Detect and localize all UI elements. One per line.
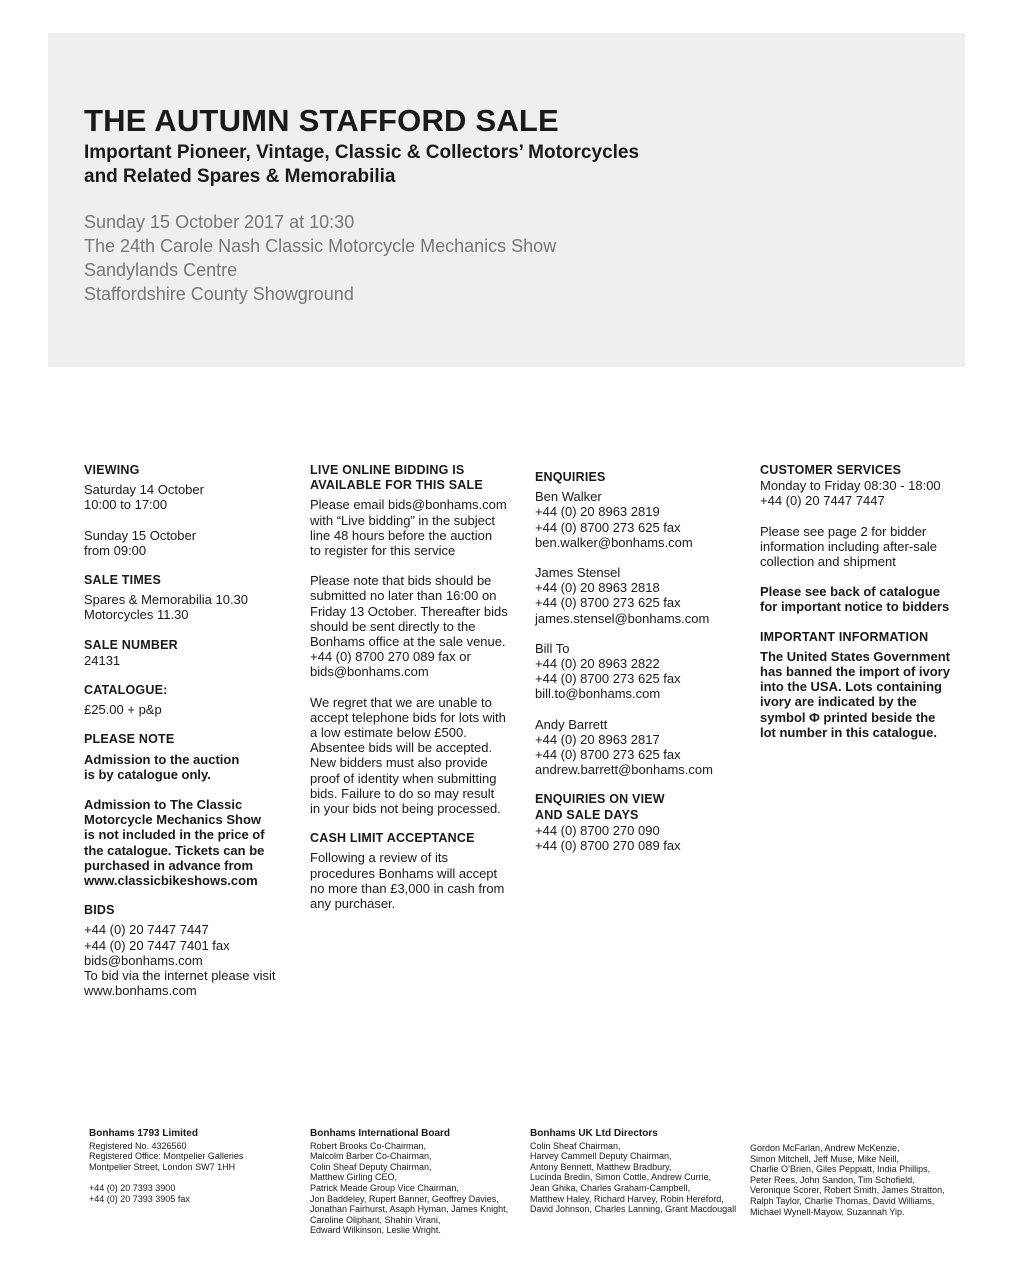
classicbikeshows-link[interactable]: www.classicbikeshows.com [84, 873, 258, 889]
viewing-line: Sunday 15 October [84, 527, 197, 543]
contact-name: Bill To [535, 640, 570, 656]
important-info-heading: IMPORTANT INFORMATION [760, 629, 929, 644]
footer-line: Peter Rees, John Sandon, Tim Schofield, [750, 1174, 915, 1185]
customer-services-heading: CUSTOMER SERVICES [760, 463, 902, 477]
footer-line: Malcolm Barber Co-Chairman, [310, 1151, 432, 1162]
cash-text-line: Following a review of its [310, 850, 448, 866]
catalogue-heading: CATALOGUE: [84, 683, 168, 698]
ivory-notice-line: has banned the import of ivory [760, 664, 950, 680]
footer-line: Gordon McFarlan, Andrew McKenzie, [750, 1143, 900, 1153]
footer-line: Robert Brooks Co-Chairman, [310, 1140, 427, 1151]
column-viewing [84, 463, 294, 998]
sale-time-line: Motorcycles 11.30 [84, 607, 189, 623]
contact-email-link[interactable]: james.stensel@bonhams.com [535, 610, 710, 626]
footer-line: Registered No. 4326560 [89, 1140, 187, 1151]
subtitle-line: and Related Spares & Memorabilia [84, 166, 396, 187]
sale-location: Staffordshire County Showground [84, 284, 354, 304]
live-text-line: New bidders must also provide [310, 755, 488, 771]
footer-line: Edward Wilkinson, Leslie Wright. [310, 1225, 441, 1236]
footer-line: Matthew Haley, Richard Harvey, Robin Hereford, [530, 1193, 724, 1204]
live-text-line: to register for this service [310, 543, 456, 559]
viewing-line: Saturday 14 October [84, 482, 204, 498]
note-line: is not included in the price of [84, 827, 265, 843]
footer-line: Jonathan Fairhurst, Asaph Hyman, James Knight, [310, 1204, 509, 1215]
sale-venue: Sandylands Centre [84, 260, 238, 280]
footer-line: David Johnson, Charles Lanning, Grant Macdougall [530, 1204, 737, 1215]
back-notice-line: for important notice to bidders [760, 599, 950, 615]
footer-line: Simon Mitchell, Jeff Muse, Mike Neill, [750, 1153, 899, 1164]
footer-line: Michael Wynell-Mayow, Suzannah Yip. [750, 1206, 905, 1217]
bids-internet-note: To bid via the internet please visit [84, 968, 276, 984]
sale-date: Sunday 15 October 2017 at 10:30 [84, 212, 355, 232]
contact-email-link[interactable]: andrew.barrett@bonhams.com [535, 762, 713, 778]
bids-phone: +44 (0) 20 7447 7447 [84, 922, 209, 938]
sale-subtitle [84, 141, 639, 189]
live-text-line: proof of identity when submitting [310, 770, 497, 786]
please-note-heading: PLEASE NOTE [84, 732, 175, 747]
footer-heading: Bonhams 1793 Limited [89, 1128, 198, 1139]
ivory-notice-line: lot number in this catalogue. [760, 724, 937, 740]
live-text-line: with “Live bidding” in the subject [310, 512, 495, 528]
footer-line: Charlie O’Brien, Giles Peppiatt, India Phillips, [750, 1164, 931, 1175]
footer-line: Registered Office: Montpelier Galleries [89, 1151, 244, 1162]
ivory-notice-line: symbol Φ printed beside the [760, 709, 936, 725]
cs-hours: Monday to Friday 08:30 - 18:00 [760, 478, 941, 494]
sale-times-heading: SALE TIMES [84, 573, 162, 588]
contact-email-link[interactable]: ben.walker@bonhams.com [535, 534, 693, 550]
contact-phone: +44 (0) 20 8963 2822 [535, 656, 660, 672]
contact-phone: +44 (0) 20 8963 2819 [535, 504, 660, 520]
header-panel [48, 33, 965, 367]
note-line: is by catalogue only. [84, 766, 211, 782]
sale-number-heading: SALE NUMBER [84, 637, 178, 652]
viewing-line: 10:00 to 17:00 [84, 497, 168, 513]
bonhams-website-link[interactable]: www.bonhams.com [84, 983, 197, 999]
contact-fax: +44 (0) 8700 273 625 fax [535, 519, 681, 535]
sale-details [84, 210, 556, 306]
column-customer-services [760, 463, 970, 740]
footer-line: Patrick Meade Group Vice Chairman, [310, 1182, 459, 1193]
footer-line: Colin Sheaf Chairman, [530, 1140, 621, 1151]
live-bidding-heading: AVAILABLE FOR THIS SALE [310, 478, 483, 493]
footer-heading: Bonhams UK Ltd Directors [530, 1128, 658, 1139]
footer-uk-directors [530, 1129, 745, 1215]
column-enquiries [535, 470, 745, 853]
live-text-line: bids. Failure to do so may result [310, 785, 495, 801]
catalogue-price: £25.00 + p&p [84, 702, 162, 718]
sale-event: The 24th Carole Nash Classic Motorcycle Mechanics Show [84, 236, 557, 256]
sale-time-line: Spares & Memorabilia 10.30 [84, 592, 249, 608]
note-line: Admission to The Classic [84, 797, 243, 813]
live-text-line: in your bids not being processed. [310, 801, 501, 817]
footer-company [89, 1129, 304, 1204]
footer-uk-directors-cont [750, 1143, 965, 1217]
bids-fax: +44 (0) 20 7447 7401 fax [84, 937, 230, 953]
footer-line: Antony Bennett, Matthew Bradbury, [530, 1161, 672, 1172]
contact-phone: +44 (0) 20 8963 2817 [535, 731, 660, 747]
contact-phone: +44 (0) 20 8963 2818 [535, 580, 660, 596]
live-text-line: line 48 hours before the auction [310, 527, 493, 543]
footer-line: Harvey Cammell Deputy Chairman, [530, 1151, 672, 1162]
live-text-line: Please note that bids should be [310, 573, 492, 589]
footer-line: +44 (0) 20 7393 3900 [89, 1182, 176, 1193]
live-text-line: a low estimate below £500. [310, 725, 467, 741]
bids-heading: BIDS [84, 903, 115, 918]
footer-line: Montpelier Street, London SW7 1HH [89, 1161, 236, 1172]
viewing-heading: VIEWING [84, 463, 140, 477]
subtitle-line: Important Pioneer, Vintage, Classic & Collectors’ Motorcycles [84, 142, 640, 163]
footer-line: +44 (0) 20 7393 3905 fax [89, 1193, 190, 1204]
contact-email-link[interactable]: bill.to@bonhams.com [535, 686, 661, 702]
live-text-line: should be sent directly to the [310, 618, 476, 634]
live-bidding-heading: LIVE ONLINE BIDDING IS [310, 463, 465, 477]
sale-title: THE AUTUMN STAFFORD SALE [84, 103, 559, 138]
contact-fax: +44 (0) 8700 273 625 fax [535, 747, 681, 763]
live-bids-email-link[interactable]: bids@bonhams.com [310, 664, 429, 680]
viewing-line: from 09:00 [84, 542, 147, 558]
cs-phone: +44 (0) 20 7447 7447 [760, 493, 885, 509]
contact-name: Andy Barrett [535, 716, 608, 732]
footer-international-board [310, 1129, 525, 1236]
note-line: the catalogue. Tickets can be [84, 842, 265, 858]
cash-text-line: any purchaser. [310, 896, 396, 912]
footer-heading: Bonhams International Board [310, 1128, 451, 1139]
back-notice-line: Please see back of catalogue [760, 584, 940, 600]
view-phone: +44 (0) 8700 270 090 [535, 822, 660, 838]
live-text-line: submitted no later than 16:00 on [310, 588, 497, 604]
cs-note-line: information including after-sale [760, 538, 938, 554]
footer-line: Matthew Girling CEO, [310, 1172, 398, 1183]
footer-line: Veronique Scorer, Robert Smith, James Stratton, [750, 1185, 945, 1196]
cash-text-line: no more than £3,000 in cash from [310, 880, 505, 896]
live-text-line: +44 (0) 8700 270 089 fax or [310, 649, 471, 665]
footer-line: Lucinda Bredin, Simon Cottle, Andrew Currie, [530, 1172, 712, 1183]
live-text-line: Please email bids@bonhams.com [310, 497, 507, 513]
footer-line: Jean Ghika, Charles Graham-Campbell, [530, 1182, 691, 1193]
contact-fax: +44 (0) 8700 273 625 fax [535, 595, 681, 611]
footer-line: Caroline Oliphant, Shahin Virani, [310, 1214, 441, 1225]
live-text-line: Friday 13 October. Thereafter bids [310, 603, 508, 619]
cs-note-line: Please see page 2 for bidder [760, 523, 927, 539]
ivory-notice-line: ivory are indicated by the [760, 694, 917, 710]
live-text-line: accept telephone bids for lots with [310, 709, 506, 725]
footer-line: Jon Baddeley, Rupert Banner, Geoffrey Davies, [310, 1193, 499, 1204]
view-fax: +44 (0) 8700 270 089 fax [535, 838, 681, 854]
note-line: purchased in advance from [84, 857, 254, 873]
cash-text-line: procedures Bonhams will accept [310, 865, 498, 881]
contact-name: James Stensel [535, 565, 621, 581]
live-text-line: We regret that we are unable to [310, 694, 492, 710]
view-enquiries-heading: ENQUIRIES ON VIEW [535, 792, 665, 807]
footer-line: Colin Sheaf Deputy Chairman, [310, 1161, 432, 1172]
ivory-notice-line: into the USA. Lots containing [760, 679, 942, 695]
contact-name: Ben Walker [535, 489, 602, 505]
enquiries-heading: ENQUIRIES [535, 470, 606, 484]
footer-line: Ralph Taylor, Charlie Thomas, David Williams, [750, 1195, 935, 1206]
column-live-bidding [310, 463, 520, 911]
bids-email-link[interactable]: bids@bonhams.com [84, 952, 203, 968]
live-text-line: Bonhams office at the sale venue. [310, 634, 506, 650]
ivory-notice-line: The United States Government [760, 648, 950, 664]
live-text-line: Absentee bids will be accepted. [310, 740, 493, 756]
sale-number: 24131 [84, 652, 121, 668]
note-line: Motorcycle Mechanics Show [84, 812, 261, 828]
contact-fax: +44 (0) 8700 273 625 fax [535, 671, 681, 687]
cs-note-line: collection and shipment [760, 554, 896, 570]
view-enquiries-heading: AND SALE DAYS [535, 807, 639, 822]
cash-limit-heading: CASH LIMIT ACCEPTANCE [310, 831, 475, 846]
note-line: Admission to the auction [84, 751, 240, 767]
